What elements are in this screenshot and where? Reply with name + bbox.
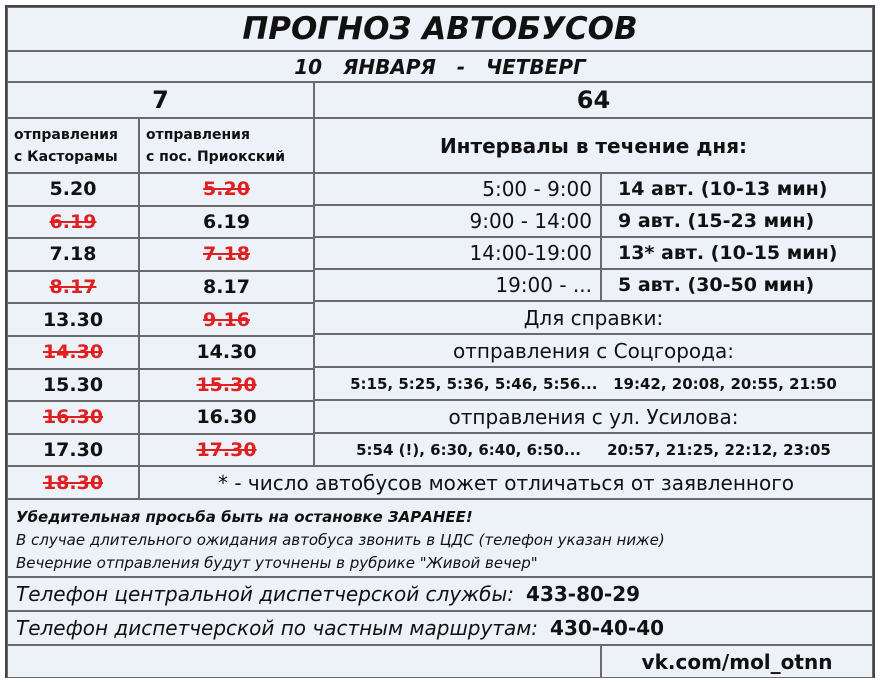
col-header-priokskiy: отправления с пос. Приокский	[139, 118, 314, 173]
central-phone-number[interactable]: 433-80-29	[526, 582, 641, 606]
interval-time: 5:00 - 9:00	[314, 173, 601, 205]
private-phone-label: Телефон диспетчерской по частным маршрутам:	[16, 616, 539, 640]
note-evening: Вечерние отправления будут уточнены в рубрике "Живой вечер"	[16, 554, 538, 572]
note-call-cds: В случае длительного ожидания автобуса звонить в ЦДС (телефон указан ниже)	[16, 531, 665, 549]
kastorama-departure: 15.30	[7, 369, 139, 402]
page-title: ПРОГНОЗ АВТОБУСОВ	[7, 7, 873, 51]
from-sotsgorod-times: 5:15, 5:25, 5:36, 5:46, 5:56... 19:42, 20:08, 20:55, 21:50	[314, 367, 873, 400]
date-line: 10 ЯНВАРЯ - ЧЕТВЕРГ	[7, 51, 873, 82]
col-header-kastorama: отправления с Касторамы	[7, 118, 139, 173]
interval-buses: 9 авт. (15-23 мин)	[601, 205, 873, 237]
vk-link[interactable]: vk.com/mol_otnn	[601, 645, 873, 678]
private-phone-row	[7, 611, 873, 645]
priokskiy-departure: 7.18	[139, 238, 314, 271]
intervals-header: Интервалы в течение дня:	[314, 118, 873, 173]
from-usilova-label: отправления с ул. Усилова:	[314, 400, 873, 433]
note-arrive-early: Убедительная просьба быть на остановке ЗАРАНЕЕ!	[16, 508, 473, 526]
link-spacer	[7, 645, 601, 678]
central-phone-label: Телефон центральной диспетчерской службы:	[16, 582, 515, 606]
from-sotsgorod-label: отправления с Соцгорода:	[314, 334, 873, 367]
footnote: * - число автобусов может отличаться от заявленного	[139, 466, 873, 499]
notes-box	[7, 499, 873, 577]
from-usilova-times: 5:54 (!), 6:30, 6:40, 6:50... 20:57, 21:25, 22:12, 23:05	[314, 433, 873, 466]
interval-time: 19:00 - ...	[314, 269, 601, 301]
private-phone-number[interactable]: 430-40-40	[550, 616, 665, 640]
interval-time: 9:00 - 14:00	[314, 205, 601, 237]
kastorama-departure: 8.17	[7, 271, 139, 304]
priokskiy-departure: 9.16	[139, 303, 314, 336]
route-64-number: 64	[314, 82, 873, 118]
reference-label: Для справки:	[314, 301, 873, 334]
priokskiy-departure: 5.20	[139, 173, 314, 206]
interval-buses: 5 авт. (30-50 мин)	[601, 269, 873, 301]
priokskiy-departure: 15.30	[139, 369, 314, 402]
kastorama-departure: 18.30	[7, 466, 139, 499]
kastorama-departure: 16.30	[7, 401, 139, 434]
kastorama-departure: 6.19	[7, 206, 139, 239]
interval-time: 14:00-19:00	[314, 237, 601, 269]
interval-buses: 14 авт. (10-13 мин)	[601, 173, 873, 205]
central-phone-row	[7, 577, 873, 611]
kastorama-departure: 7.18	[7, 238, 139, 271]
priokskiy-departure: 6.19	[139, 206, 314, 239]
priokskiy-departure: 16.30	[139, 401, 314, 434]
priokskiy-departure: 17.30	[139, 434, 314, 467]
interval-buses: 13* авт. (10-15 мин)	[601, 237, 873, 269]
kastorama-departure: 14.30	[7, 336, 139, 369]
priokskiy-departure: 14.30	[139, 336, 314, 369]
priokskiy-departure: 8.17	[139, 271, 314, 304]
kastorama-departure: 5.20	[7, 173, 139, 206]
kastorama-departure: 17.30	[7, 434, 139, 467]
route-7-number: 7	[7, 82, 314, 118]
kastorama-departure: 13.30	[7, 303, 139, 336]
